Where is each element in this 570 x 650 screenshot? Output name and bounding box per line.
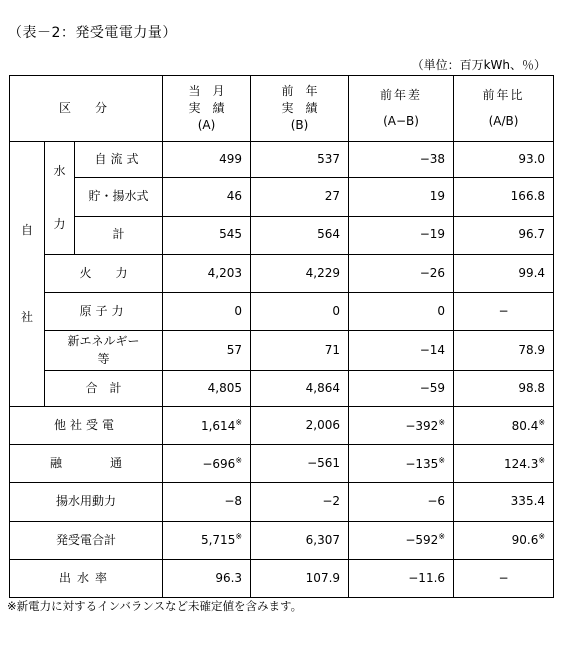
- cell-diff: 0: [349, 292, 454, 330]
- cell-a: 57: [163, 330, 251, 370]
- cell-a: 0: [163, 292, 251, 330]
- cell-a: 4,805: [163, 371, 251, 407]
- cell-diff: −19: [349, 216, 454, 254]
- row-label: 貯・揚水式: [75, 178, 163, 216]
- table-row: [10, 559, 554, 597]
- cell-diff: −26: [349, 254, 454, 292]
- cell-ratio: 335.4: [454, 483, 554, 521]
- row-label: 自流式: [75, 142, 163, 178]
- cell-b: 0: [251, 292, 349, 330]
- table-row: [10, 178, 554, 216]
- cell-ratio: −: [454, 292, 554, 330]
- cell-b: 537: [251, 142, 349, 178]
- cell-diff: 19: [349, 178, 454, 216]
- cell-diff: −38: [349, 142, 454, 178]
- table-row: [10, 216, 554, 254]
- cell-b: 71: [251, 330, 349, 370]
- header-row: [10, 76, 554, 142]
- cell-diff: −14: [349, 330, 454, 370]
- unit-note: （単位：百万kWh、％）: [411, 58, 546, 72]
- row-label: 原子力: [45, 292, 163, 330]
- cell-ratio: 98.8: [454, 371, 554, 407]
- cell-a: 499: [163, 142, 251, 178]
- cell-ratio: 124.3※: [454, 445, 554, 483]
- header-col-a: 当 月 実 績 (A): [163, 76, 251, 142]
- cell-ratio: 96.7: [454, 216, 554, 254]
- cell-a: 545: [163, 216, 251, 254]
- jisha-cell: 自 社: [10, 142, 45, 407]
- cell-ratio: 78.9: [454, 330, 554, 370]
- cell-b: 107.9: [251, 559, 349, 597]
- suiryoku-cell: 水 力: [45, 142, 75, 254]
- row-label: 他社受電: [10, 407, 163, 445]
- header-category: 区 分: [10, 76, 163, 142]
- table-row: [10, 407, 554, 445]
- table-row: [10, 521, 554, 559]
- row-label: 火 力: [45, 254, 163, 292]
- cell-b: 564: [251, 216, 349, 254]
- cell-diff: −11.6: [349, 559, 454, 597]
- cell-a: 96.3: [163, 559, 251, 597]
- footnote: ※新電力に対するインバランスなど未確定値を含みます。: [7, 599, 303, 613]
- cell-a: 5,715※: [163, 521, 251, 559]
- cell-b: 4,229: [251, 254, 349, 292]
- cell-ratio: 80.4※: [454, 407, 554, 445]
- row-label: 合 計: [45, 371, 163, 407]
- cell-diff: −135※: [349, 445, 454, 483]
- cell-diff: −6: [349, 483, 454, 521]
- cell-diff: −392※: [349, 407, 454, 445]
- cell-b: 4,864: [251, 371, 349, 407]
- cell-ratio: 93.0: [454, 142, 554, 178]
- row-label: 発受電合計: [10, 521, 163, 559]
- cell-b: −2: [251, 483, 349, 521]
- power-table: [9, 75, 554, 598]
- table-row: [10, 445, 554, 483]
- table-title: （表－2：発受電電力量）: [8, 25, 177, 41]
- cell-b: 27: [251, 178, 349, 216]
- table-row: [10, 254, 554, 292]
- cell-diff: −592※: [349, 521, 454, 559]
- cell-a: 4,203: [163, 254, 251, 292]
- row-label: 計: [75, 216, 163, 254]
- cell-a: 46: [163, 178, 251, 216]
- cell-ratio: −: [454, 559, 554, 597]
- cell-ratio: 90.6※: [454, 521, 554, 559]
- table-row: [10, 371, 554, 407]
- cell-ratio: 166.8: [454, 178, 554, 216]
- cell-a: −8: [163, 483, 251, 521]
- row-label: 出水率: [10, 559, 163, 597]
- cell-b: 6,307: [251, 521, 349, 559]
- header-col-b: 前 年 実 績 (B): [251, 76, 349, 142]
- table-row: [10, 142, 554, 178]
- cell-a: −696※: [163, 445, 251, 483]
- row-label: 揚水用動力: [10, 483, 163, 521]
- header-col-diff: 前年差 (A−B): [349, 76, 454, 142]
- cell-b: 2,006: [251, 407, 349, 445]
- table-row: [10, 483, 554, 521]
- row-label: 融 通: [10, 445, 163, 483]
- cell-ratio: 99.4: [454, 254, 554, 292]
- row-label: 新エネルギー 等: [45, 330, 163, 370]
- header-col-ratio: 前年比 (A/B): [454, 76, 554, 142]
- table-row: [10, 330, 554, 370]
- cell-a: 1,614※: [163, 407, 251, 445]
- cell-b: −561: [251, 445, 349, 483]
- cell-diff: −59: [349, 371, 454, 407]
- table-row: [10, 292, 554, 330]
